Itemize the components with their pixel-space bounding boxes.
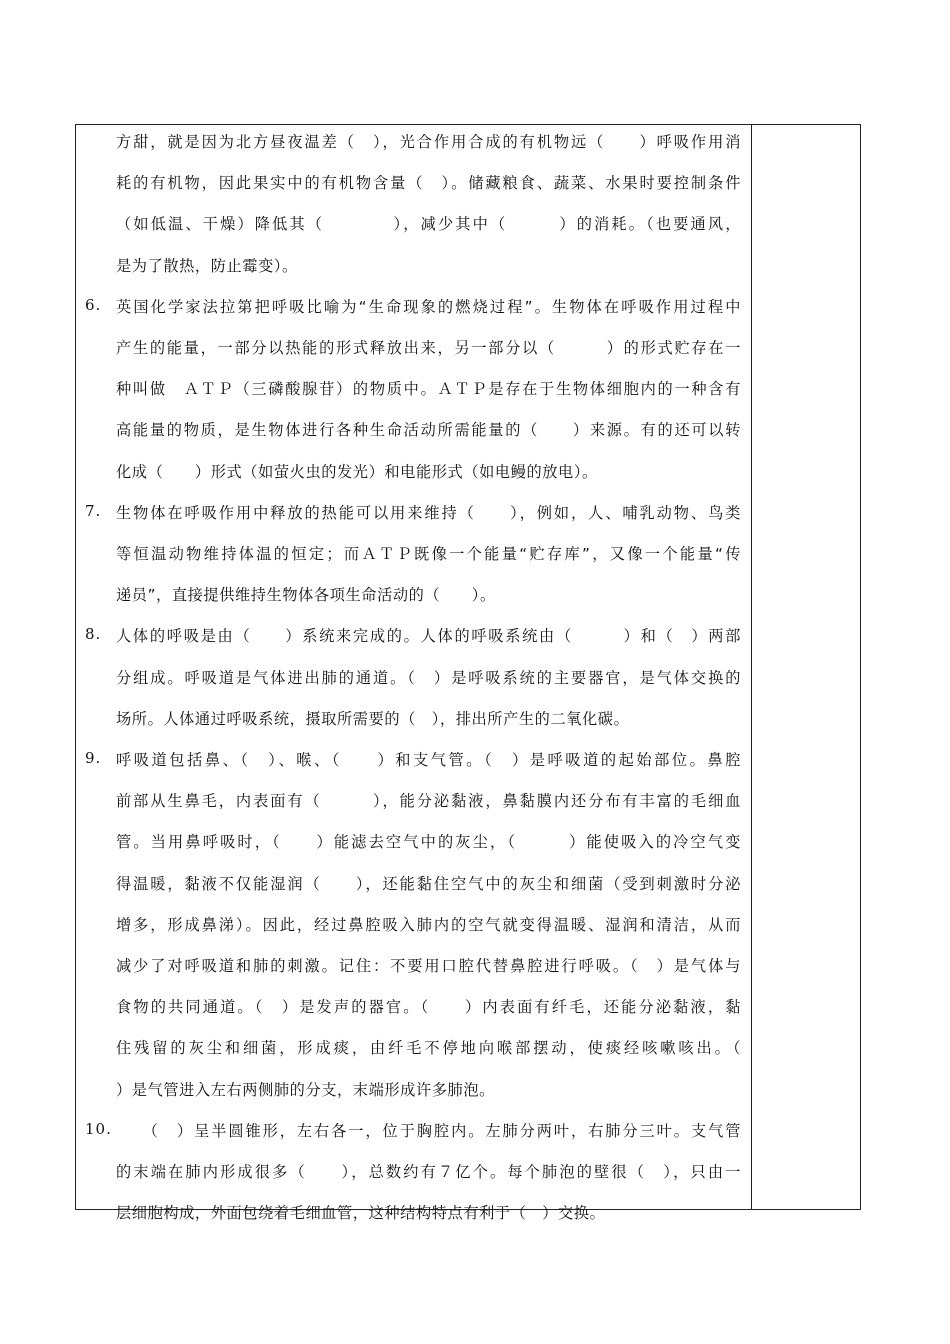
- text-line: 方甜，就是因为北方昼夜温差（ ），光合作用合成的有机物远（ ）呼吸作用消: [116, 133, 741, 151]
- text-line: 耗的有机物，因此果实中的有机物含量（ ）。储藏粮食、蔬菜、水果时要控制条件: [116, 174, 741, 193]
- question-number: 8.: [85, 625, 102, 644]
- text-line: 得温暖，黏液不仅能湿润（ ），还能黏住空气中的灰尘和细菌（受到刺激时分泌: [116, 874, 741, 893]
- text-line: 产生的能量，一部分以热能的形式释放出来，另一部分以（ ）的形式贮存在一: [116, 339, 741, 357]
- text-line: 生物体在呼吸作用中释放的热能可以用来维持（ ），例如，人、哺乳动物、鸟类: [116, 503, 741, 522]
- text-line: 化成（ ）形式（如萤火虫的发光）和电能形式（如电鳗的放电）。: [116, 462, 598, 481]
- text-line: 呼吸道包括鼻、（ ）、喉、（ ）和支气管。（ ）是呼吸道的起始部位。鼻腔: [116, 751, 741, 769]
- text-line: 递员”，直接提供维持生物体各项生命活动的（ ）。: [116, 586, 496, 605]
- text-line: 高能量的物质，是生物体进行各种生命活动所需能量的（ ）来源。有的还可以转: [116, 421, 741, 440]
- text-line: 分组成。呼吸道是气体进出肺的通道。（ ）是呼吸系统的主要器官，是气体交换的: [116, 668, 741, 687]
- notes-cell: [753, 125, 860, 1209]
- text-line: 增多，形成鼻涕）。因此，经过鼻腔吸入肺内的空气就变得温暖、湿润和清洁，从而: [116, 915, 741, 934]
- question-number: 9.: [85, 749, 102, 767]
- content-cell: [76, 125, 751, 1223]
- text-line: 等恒温动物维持体温的恒定；而ＡＴＰ既像一个能量“贮存库”，又像一个能量“传: [116, 545, 741, 563]
- question-number: 7.: [85, 501, 102, 520]
- text-line: ）是气管进入左右两侧肺的分支，末端形成许多肺泡。: [116, 1080, 495, 1099]
- text-line: 英国化学家法拉第把呼吸比喻为“生命现象的燃烧过程”。生物体在呼吸作用过程中: [116, 297, 741, 316]
- text-line: 人体的呼吸是由（ ）系统来完成的。人体的呼吸系统由（ ）和（ ）两部: [116, 627, 741, 646]
- text-line: 食物的共同通道。（ ）是发声的器官。（ ）内表面有纤毛，还能分泌黏液，黏: [116, 998, 741, 1017]
- column-divider: [751, 125, 752, 1209]
- text-line: 住残留的灰尘和细菌，形成痰，由纤毛不停地向喉部摆动，使痰经咳嗽咳出。（: [116, 1039, 741, 1058]
- text-line: 种叫做 ＡＴＰ（三磷酸腺苷）的物质中。ＡＴＰ是存在于生物体细胞内的一种含有: [116, 380, 741, 399]
- text-line: 是为了散热，防止霉变）。: [116, 256, 298, 275]
- text-line: 的末端在肺内形成很多（ ），总数约有７亿个。每个肺泡的壁很（ ），只由一: [116, 1163, 741, 1181]
- text-line: 前部从生鼻毛，内表面有（ ），能分泌黏液，鼻黏膜内还分布有丰富的毛细血: [116, 792, 741, 811]
- text-line: 减少了对呼吸道和肺的刺激。记住：不要用口腔代替鼻腔进行呼吸。（ ）是气体与: [116, 957, 741, 975]
- text-line: （如低温、干燥）降低其（ ），减少其中（ ）的消耗。（也要通风，: [116, 215, 741, 234]
- text-line: 层细胞构成，外面包绕着毛细血管，这种结构特点有利于（ ）交换。: [116, 1204, 606, 1223]
- text-line: 场所。人体通过呼吸系统，摄取所需要的（ ），排出所产生的二氧化碳。: [116, 709, 630, 728]
- worksheet-table: [75, 124, 861, 1223]
- text-line: （ ）呈半圆锥形，左右各一，位于胸腔内。左肺分两叶，右肺分三叶。支气管: [116, 1121, 741, 1140]
- question-number: 10.: [85, 1119, 112, 1138]
- text-line: 管。当用鼻呼吸时，（ ）能滤去空气中的灰尘，（ ）能使吸入的冷空气变: [116, 833, 741, 852]
- question-number: 6.: [85, 295, 102, 314]
